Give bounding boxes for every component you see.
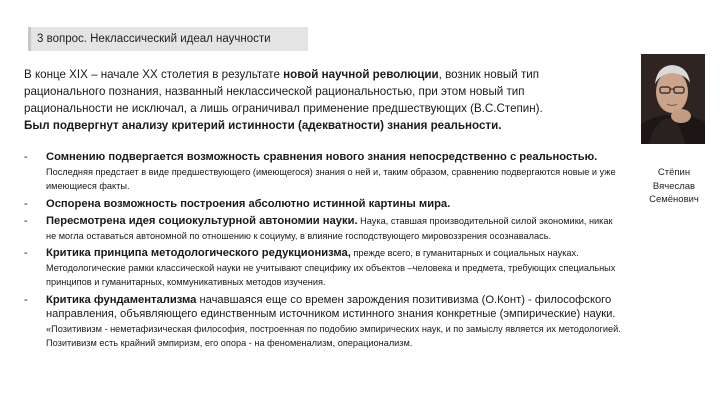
- portrait-image: [641, 54, 705, 144]
- portrait-caption: [636, 166, 712, 207]
- item-text: начавшаяся еще со времен зарождения позитивизма (О.Конт) - философского направления, объявляющего единственным источником истинного знания конкретные (эмпирические) науки.: [46, 293, 616, 320]
- bullet-dash: -: [24, 215, 28, 227]
- bullet-dash: -: [24, 197, 28, 210]
- caption-name: Вячеслав: [652, 180, 696, 192]
- intro-emphasis: новой научной революции: [283, 68, 439, 81]
- intro-text-1: В конце XIX – начале XX столетия в результате: [24, 68, 284, 81]
- intro-conclusion: Был подвергнут анализу критерий истинности (адекватности) знания реальности.: [24, 119, 502, 132]
- bullet-dash: -: [24, 247, 28, 259]
- list-item: [24, 214, 624, 243]
- intro-paragraph: [24, 66, 614, 134]
- item-heading: Критика принципа методологического редукционизма,: [46, 247, 351, 259]
- portrait-photo: [641, 54, 705, 144]
- item-note: «Позитивизм - неметафизическая философия, построенная по подобию эмпирических наук, и по замыслу является их методологией. Позитивизм есть крайний эмпиризм, его опора - на феноменализм, операционализм.: [46, 323, 621, 348]
- caption-surname: Стёпин: [657, 167, 691, 178]
- item-heading: Критика фундаментализма: [46, 293, 197, 306]
- list-item: [24, 293, 624, 351]
- item-heading: Оспорена возможность построения абсолютно истинной картины мира.: [46, 197, 451, 210]
- bullet-dash: -: [24, 151, 28, 163]
- intro-text-2: , возник новый тип рационального познания, названный неклассической рациональностью, при этом новый тип рациональности не исключал, а лишь ограничивал применение предшествующих (В.С.Степин).: [24, 68, 543, 115]
- item-note: Последняя предстает в виде предшествующего (имеющегося) знания о ней и, таким образом, сравнению подвергаются новые и уже имеющиеся факты.: [46, 166, 616, 191]
- bullet-dash: -: [24, 293, 28, 306]
- slide-title: 3 вопрос. Неклассический идеал научности: [28, 27, 308, 51]
- list-item: [24, 150, 624, 194]
- item-heading: Сомнению подвергается возможность сравнения нового знания непосредственно с реальностью.: [46, 151, 598, 163]
- item-heading: Пересмотрена идея социокультурной автономии науки.: [46, 215, 358, 227]
- list-item: [24, 197, 624, 212]
- item-note: Наука, ставшая производительной силой экономики, никак не могла оставаться автономной по отношению к социуму, в влияние господствующего мировоззрения осознавалась.: [46, 216, 613, 241]
- caption-patronymic: Семёнович: [649, 194, 699, 205]
- criteria-list: [24, 150, 624, 354]
- item-note: прежде всего, в гуманитарных и социальных науках. Методологические рамки классической науки не учитывают специфику их объектов –человека и предмета, требующих специальных принципов и гуманитарных, коммуникативных методов изучения.: [46, 248, 616, 287]
- list-item: [24, 246, 624, 290]
